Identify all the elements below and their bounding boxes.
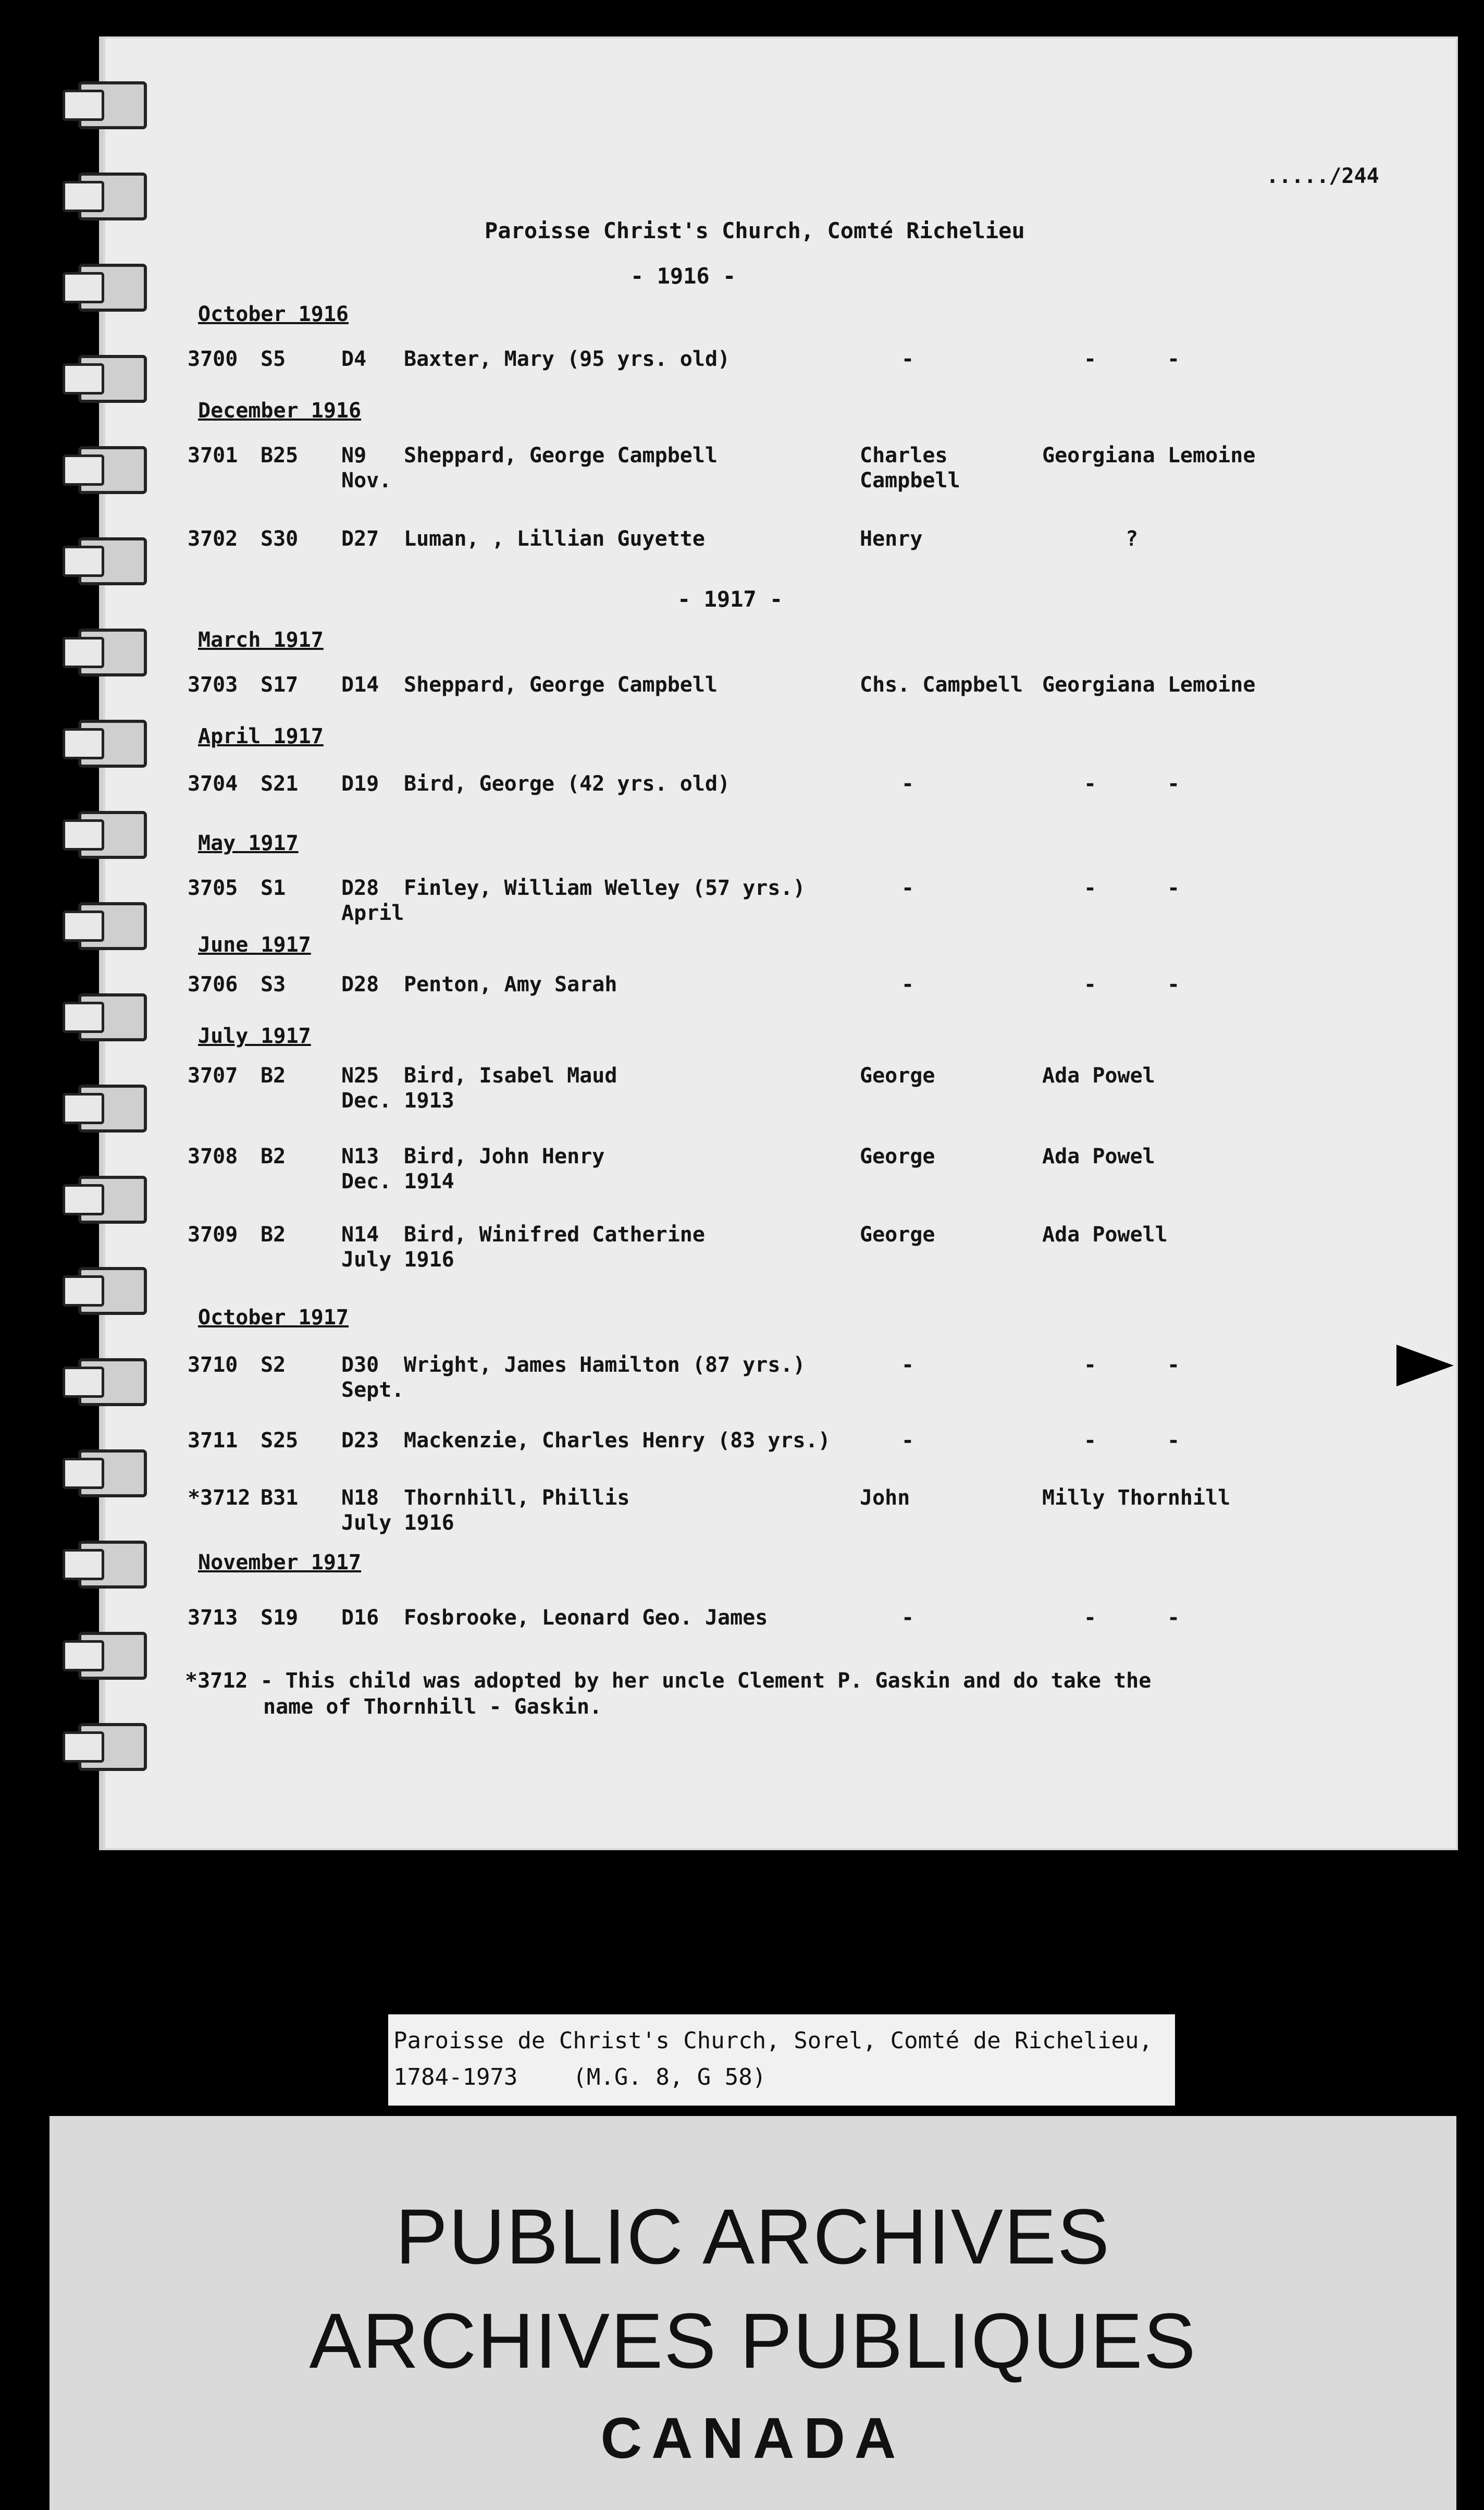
record-father: - (901, 1429, 914, 1453)
record-code: S17 (261, 673, 299, 697)
record-mother: - (1084, 973, 1097, 996)
binding-ring (63, 1720, 141, 1768)
record-number: 3707 (188, 1064, 238, 1088)
record-mother: Georgiana Lemoine (1042, 444, 1256, 467)
record-day: N25 (341, 1064, 379, 1088)
spiral-binding (63, 78, 151, 1777)
label-line: Paroisse de Christ's Church, Sorel, Comté de Richelieu, (393, 2027, 1153, 2054)
record-day: D14 (341, 673, 379, 697)
record-day: D30 (341, 1353, 379, 1377)
binding-ring (63, 1629, 141, 1677)
binding-ring (63, 1081, 141, 1129)
record-father: George (860, 1223, 935, 1247)
binding-ring (63, 443, 141, 491)
record-number: 3700 (188, 347, 238, 371)
record-father: John (860, 1486, 910, 1510)
record-code: S1 (261, 876, 286, 900)
record-day: N13 (341, 1145, 379, 1168)
record-number: 3711 (188, 1429, 238, 1453)
record-code: B25 (261, 444, 299, 467)
record-code: S19 (261, 1606, 299, 1630)
record-code: S30 (261, 527, 299, 551)
stamp-line: ARCHIVES PUBLIQUES (309, 2297, 1197, 2384)
stamp-line: CANADA (600, 2406, 906, 2470)
month-heading: May 1917 (198, 831, 299, 855)
archives-stamp (50, 2116, 1456, 2510)
binding-ring (63, 1173, 141, 1221)
record-father: - (901, 876, 914, 900)
record-father: George (860, 1145, 935, 1168)
binding-ring (63, 169, 141, 217)
record-number: 3709 (188, 1223, 238, 1247)
record-code: S3 (261, 973, 286, 996)
record-name: Wright, James Hamilton (87 yrs.) (404, 1353, 806, 1377)
month-heading: June 1917 (198, 933, 311, 957)
record-day: D28 (341, 876, 379, 900)
record-dash: - (1167, 973, 1180, 996)
record-mother: - (1084, 1353, 1097, 1377)
record-number: 3708 (188, 1145, 238, 1168)
record-code: S21 (261, 772, 299, 796)
record-father-line2: Campbell (860, 469, 960, 493)
binding-ring (63, 717, 141, 765)
record-dash: - (1167, 876, 1180, 900)
binding-ring (63, 1446, 141, 1494)
record-mother: - (1084, 876, 1097, 900)
stamp-line: PUBLIC ARCHIVES (395, 2193, 1111, 2280)
record-date-note: July 1916 (341, 1511, 454, 1535)
binding-ring (63, 261, 141, 309)
binding-ring (63, 625, 141, 673)
record-day: N14 (341, 1223, 379, 1247)
record-dash: - (1167, 772, 1180, 796)
record-date-note: Dec. 1914 (341, 1170, 454, 1194)
record-name: Sheppard, George Campbell (404, 673, 718, 697)
record-date-note: Nov. (341, 469, 392, 493)
record-number: 3713 (188, 1606, 238, 1630)
record-date-note: Sept. (341, 1378, 404, 1402)
record-dash: - (1167, 1606, 1180, 1630)
month-heading: April 1917 (198, 724, 324, 748)
record-name: Sheppard, George Campbell (404, 444, 718, 467)
record-code: B2 (261, 1064, 286, 1088)
record-name: Mackenzie, Charles Henry (83 yrs.) (404, 1429, 831, 1453)
record-day: D4 (341, 347, 367, 371)
footnote-line: name of Thornhill - Gaskin. (263, 1695, 602, 1719)
record-father: Chs. Campbell (860, 673, 1023, 697)
month-heading: November 1917 (198, 1551, 362, 1574)
record-mother: Ada Powel (1042, 1145, 1155, 1168)
record-father: - (901, 973, 914, 996)
binding-ring (63, 990, 141, 1038)
record-day: N18 (341, 1486, 379, 1510)
collection-label (388, 2014, 1175, 2106)
record-dash: - (1167, 1429, 1180, 1453)
month-heading: October 1917 (198, 1306, 349, 1330)
record-mother: Ada Powell (1042, 1223, 1168, 1247)
year-heading-1917: - 1917 - (677, 586, 783, 612)
page-tab-marker (1396, 1345, 1454, 1386)
record-day: D23 (341, 1429, 379, 1453)
record-father: George (860, 1064, 935, 1088)
record-date-note: July 1916 (341, 1248, 454, 1272)
record-code: B2 (261, 1145, 286, 1168)
record-number: 3710 (188, 1353, 238, 1377)
record-day: D28 (341, 973, 379, 996)
binding-ring (63, 1264, 141, 1312)
record-number: 3705 (188, 876, 238, 900)
record-name: Baxter, Mary (95 yrs. old) (404, 347, 731, 371)
record-name: Bird, George (42 yrs. old) (404, 772, 731, 796)
binding-ring (63, 1537, 141, 1585)
footnote (185, 1668, 1279, 1720)
record-mother: - (1084, 772, 1097, 796)
month-heading: July 1917 (198, 1024, 311, 1048)
record-name: Fosbrooke, Leonard Geo. James (404, 1606, 768, 1630)
binding-ring (63, 352, 141, 400)
record-mother: Ada Powel (1042, 1064, 1155, 1088)
record-code: S5 (261, 347, 286, 371)
record-number: *3712 (188, 1486, 251, 1510)
record-mother: Georgiana Lemoine (1042, 673, 1256, 697)
record-code: B2 (261, 1223, 286, 1247)
record-father: - (901, 772, 914, 796)
record-name: Penton, Amy Sarah (404, 973, 617, 996)
record-mother: - (1084, 1606, 1097, 1630)
record-name: Bird, Winifred Catherine (404, 1223, 705, 1247)
record-day: D27 (341, 527, 379, 551)
record-number: 3703 (188, 673, 238, 697)
record-number: 3701 (188, 444, 238, 467)
binding-ring (63, 534, 141, 582)
record-date-note: April (341, 901, 404, 925)
record-number: 3702 (188, 527, 238, 551)
binding-ring (63, 808, 141, 856)
record-number: 3704 (188, 772, 238, 796)
binding-ring (63, 899, 141, 947)
record-mother: ? (1126, 527, 1139, 551)
record-mother: Milly Thornhill (1042, 1486, 1231, 1510)
record-father: Henry (860, 527, 923, 551)
binding-ring (63, 1355, 141, 1403)
record-name: Finley, William Welley (57 yrs.) (404, 876, 806, 900)
record-number: 3706 (188, 973, 238, 996)
record-father: - (901, 347, 914, 371)
record-dash: - (1167, 347, 1180, 371)
month-heading: October 1916 (198, 302, 349, 326)
binding-ring (63, 78, 141, 126)
record-name: Bird, John Henry (404, 1145, 605, 1168)
record-day: D19 (341, 772, 379, 796)
record-dash: - (1167, 1353, 1180, 1377)
record-day: D16 (341, 1606, 379, 1630)
label-line: 1784-1973 (M.G. 8, G 58) (393, 2064, 766, 2090)
record-code: S2 (261, 1353, 286, 1377)
record-father: - (901, 1606, 914, 1630)
footnote-line: *3712 - This child was adopted by her uncle Clement P. Gaskin and do take the (185, 1669, 1152, 1693)
page-number: ...../244 (1266, 164, 1379, 188)
record-mother: - (1084, 1429, 1097, 1453)
record-father: Charles (860, 444, 948, 467)
record-date-note: Dec. 1913 (341, 1089, 454, 1113)
record-name: Bird, Isabel Maud (404, 1064, 617, 1088)
record-name: Thornhill, Phillis (404, 1486, 630, 1510)
record-father: - (901, 1353, 914, 1377)
record-name: Luman, , Lillian Guyette (404, 527, 705, 551)
month-heading: December 1916 (198, 399, 362, 423)
month-heading: March 1917 (198, 628, 324, 652)
register-title: Paroisse Christ's Church, Comté Richelieu (485, 218, 1025, 243)
record-code: S25 (261, 1429, 299, 1453)
record-code: B31 (261, 1486, 299, 1510)
record-day: N9 (341, 444, 367, 467)
record-mother: - (1084, 347, 1097, 371)
year-heading-1916: - 1916 - (630, 263, 736, 289)
